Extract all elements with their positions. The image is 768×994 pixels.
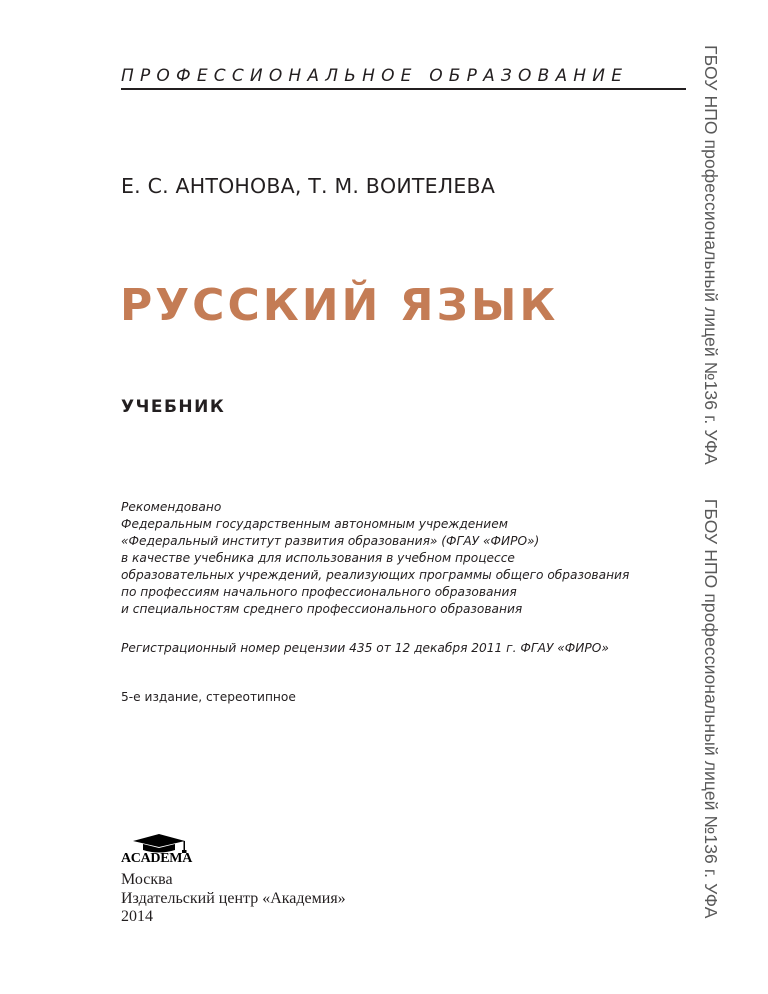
recommendation-line: «Федеральный институт развития образования» (ФГАУ «ФИРО»): [121, 534, 540, 548]
publisher-info: [121, 871, 346, 927]
series-name: ПРОФЕССИОНАЛЬНОЕ ОБРАЗОВАНИЕ: [121, 66, 629, 86]
stamp-text: ГБОУ НПО профессиональный лицей №136 г. УФА: [701, 45, 721, 465]
recommendation-line: и специальностям среднего профессионального образования: [121, 602, 523, 616]
publisher-logo: [121, 833, 197, 867]
recommendation-line: по профессиям начального профессионального образования: [121, 585, 517, 599]
recommendation-block: [121, 499, 629, 618]
recommendation-line: Федеральным государственным автономным учреждением: [121, 517, 508, 531]
library-stamp: [696, 0, 726, 994]
book-title: РУССКИЙ ЯЗЫК: [120, 280, 559, 331]
recommendation-line: в качестве учебника для использования в учебном процессе: [121, 551, 515, 565]
logo-text: ACADEMA: [121, 851, 193, 866]
publication-year: 2014: [121, 908, 153, 925]
recommendation-line: образовательных учреждений, реализующих программы общего образования: [121, 568, 630, 582]
publisher-name: Издательский центр «Академия»: [121, 889, 346, 907]
book-type: УЧЕБНИК: [121, 397, 226, 417]
stamp-text: ГБОУ НПО профессиональный лицей №136 г. УФА: [701, 498, 721, 919]
edition-note: 5-е издание, стереотипное: [121, 690, 296, 704]
publisher-city: Москва: [121, 871, 173, 888]
series-rule: [121, 88, 686, 90]
authors: Е. С. АНТОНОВА, Т. М. ВОИТЕЛЕВА: [121, 174, 496, 198]
recommendation-line: Рекомендовано: [121, 500, 222, 514]
registration-number: Регистрационный номер рецензии 435 от 12 декабря 2011 г. ФГАУ «ФИРО»: [121, 641, 609, 655]
